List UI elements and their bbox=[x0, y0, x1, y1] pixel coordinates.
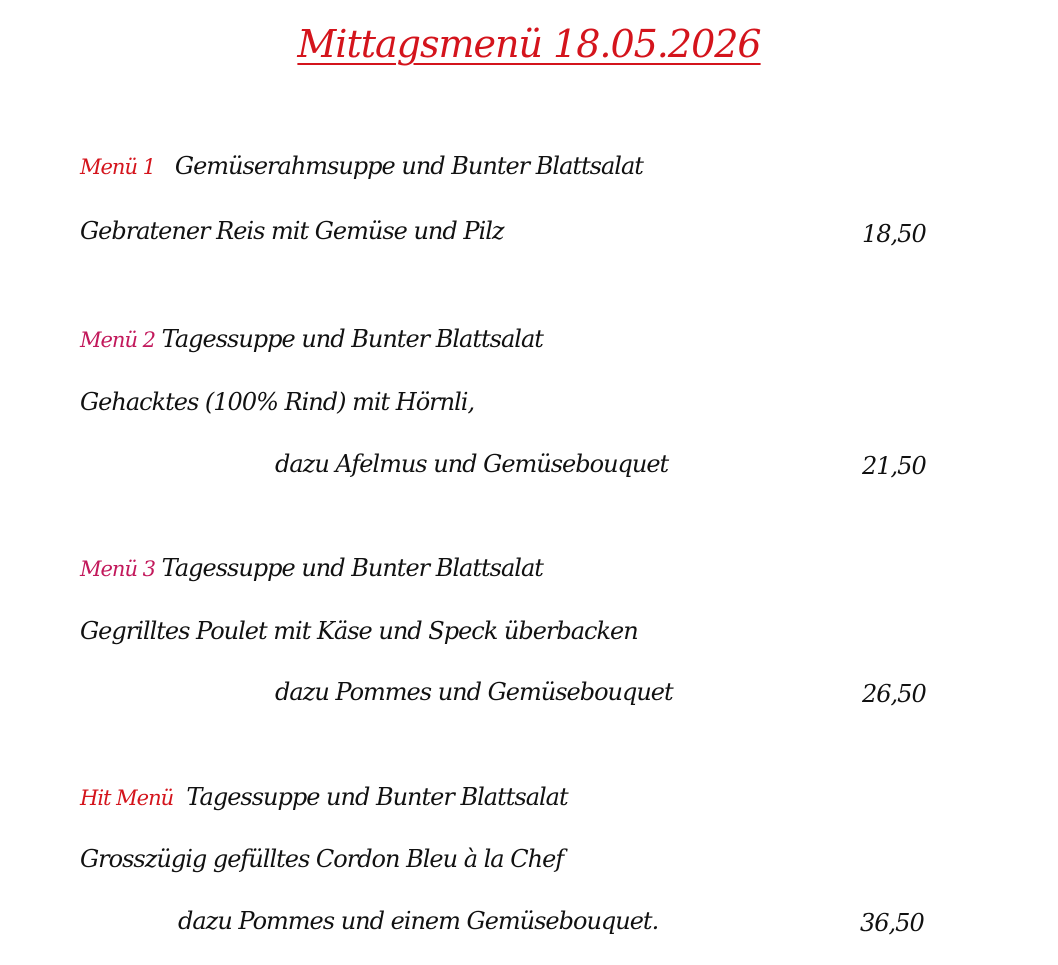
hit-menu-side: dazu Pommes und einem Gemüsebouquet. bbox=[178, 907, 659, 935]
menu-1-header bbox=[80, 152, 643, 180]
menu-3-side: dazu Pommes und Gemüsebouquet bbox=[275, 678, 673, 706]
menu-3-header bbox=[80, 554, 543, 582]
hit-menu-price: 36,50 bbox=[860, 909, 924, 937]
menu-3-price: 26,50 bbox=[862, 680, 926, 708]
menu-2-label: Menü 2 bbox=[80, 328, 156, 352]
menu-1-main: Gebratener Reis mit Gemüse und Pilz bbox=[80, 217, 504, 245]
menu-1-label: Menü 1 bbox=[80, 155, 156, 179]
hit-menu-starter: Tagessuppe und Bunter Blattsalat bbox=[186, 783, 568, 811]
menu-2-side: dazu Afelmus und Gemüsebouquet bbox=[275, 450, 669, 478]
menu-title: Mittagsmenü 18.05.2026 bbox=[297, 22, 761, 66]
menu-2-main: Gehacktes (100% Rind) mit Hörnli, bbox=[80, 388, 475, 416]
menu-2-price: 21,50 bbox=[862, 452, 926, 480]
menu-3-starter: Tagessuppe und Bunter Blattsalat bbox=[161, 554, 543, 582]
hit-menu-main: Grosszügig gefülltes Cordon Bleu à la Chef bbox=[80, 845, 564, 873]
menu-3-label: Menü 3 bbox=[80, 557, 156, 581]
menu-2-starter: Tagessuppe und Bunter Blattsalat bbox=[161, 325, 543, 353]
menu-1-price: 18,50 bbox=[862, 220, 926, 248]
hit-menu-label: Hit Menü bbox=[80, 786, 174, 810]
hit-menu-header bbox=[80, 783, 568, 811]
menu-3-main: Gegrilltes Poulet mit Käse und Speck überbacken bbox=[80, 617, 638, 645]
menu-1-starter: Gemüserahmsuppe und Bunter Blattsalat bbox=[174, 152, 643, 180]
menu-2-header bbox=[80, 325, 543, 353]
